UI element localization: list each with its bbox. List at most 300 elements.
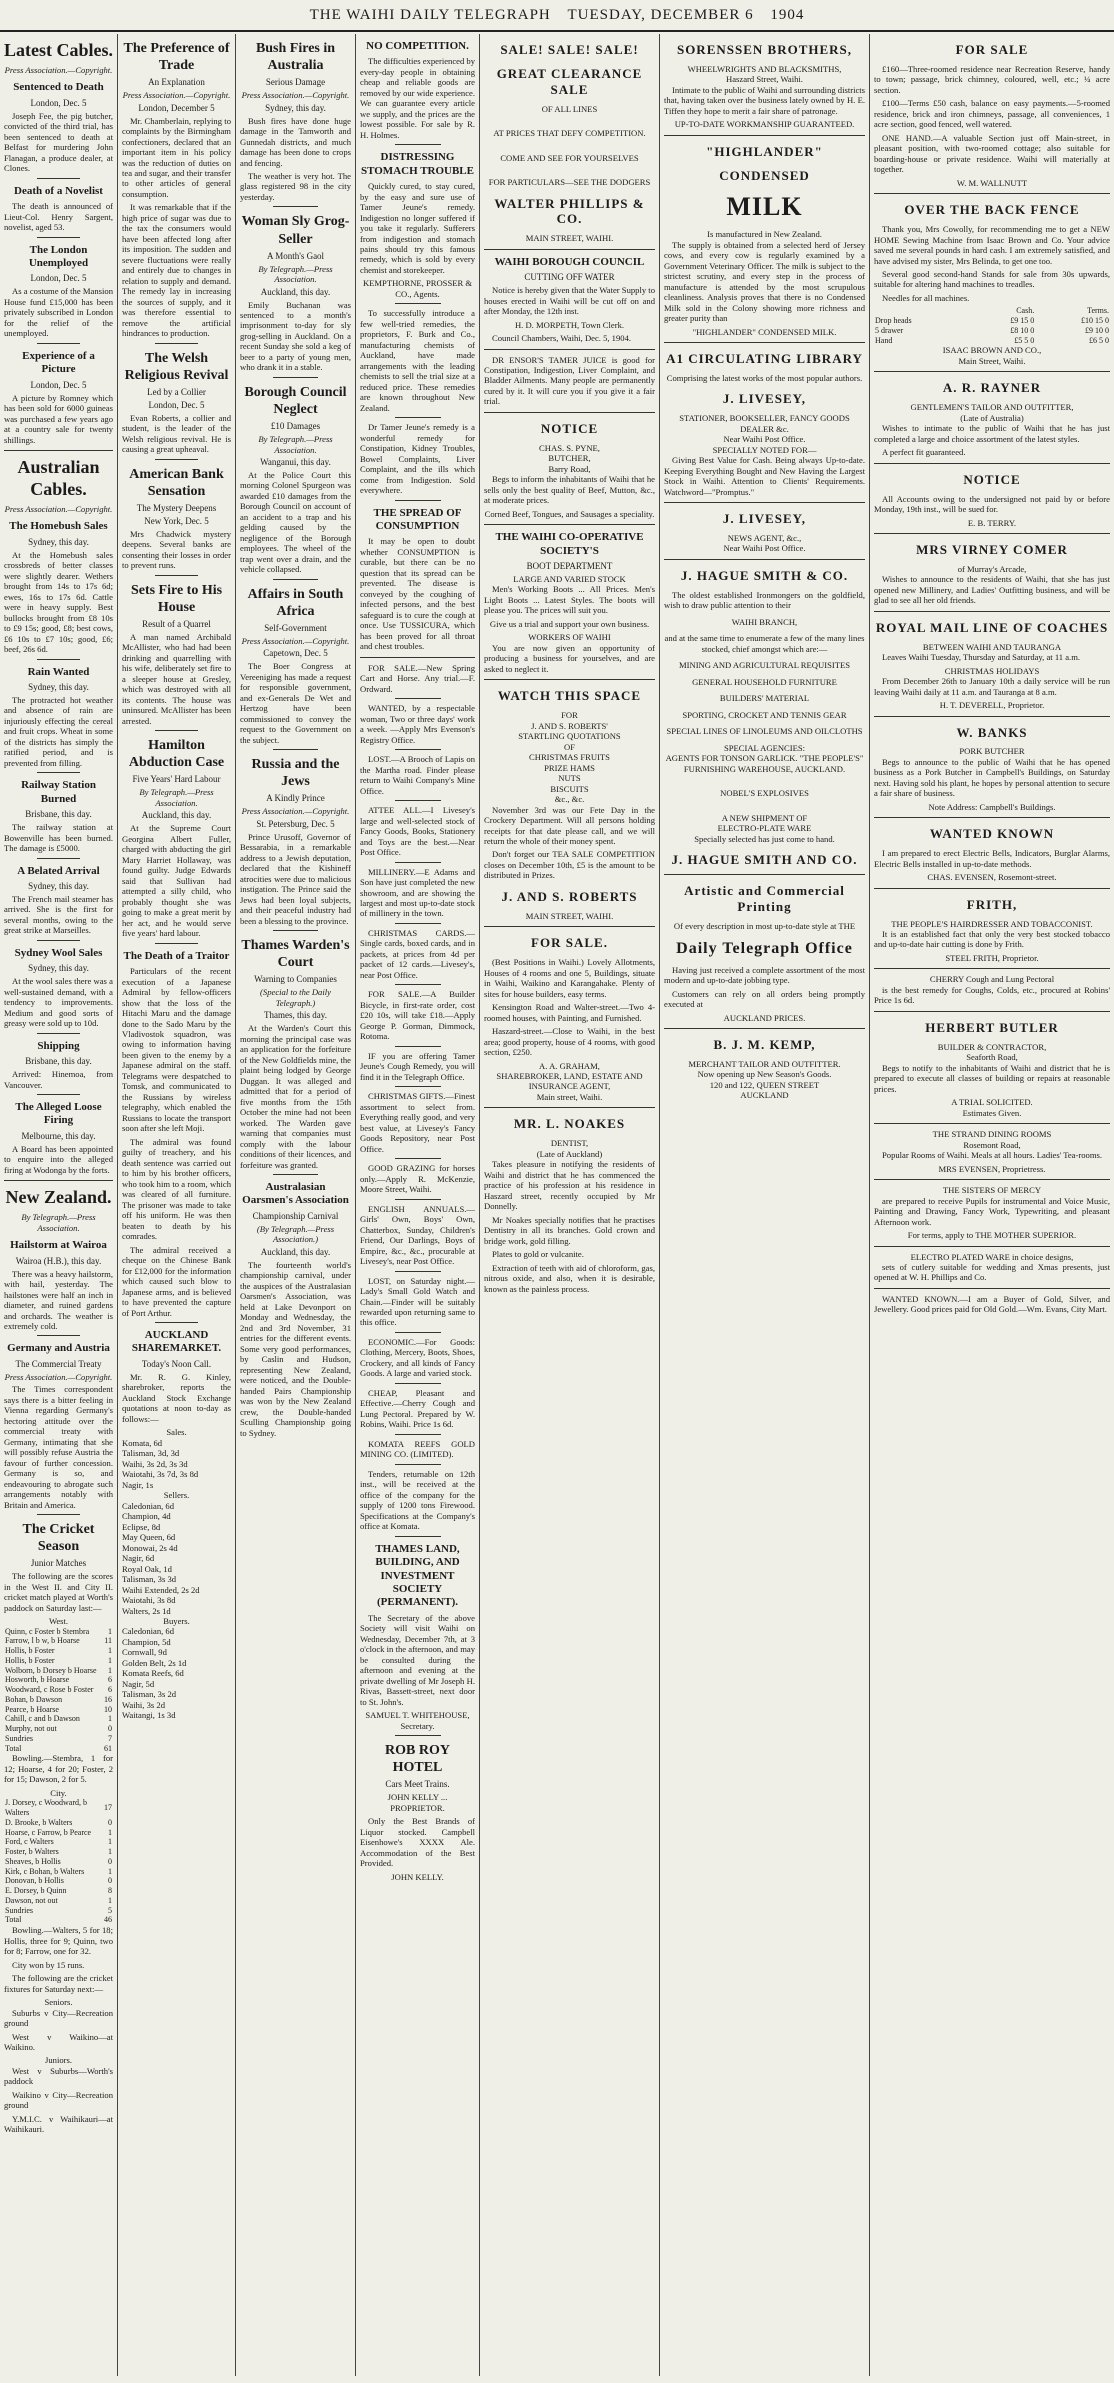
divider bbox=[395, 1434, 441, 1435]
article-body: Prince Urusoff, Governor of Bessarabia, in a remarkable address to a Jewish deputation, declared that the Kishineff atrocities were due to malicious instigation. The Prince said the Jews had been loyal subjects, and their peaceful industry had been a blessing to the province. bbox=[240, 831, 351, 926]
column-3 bbox=[236, 34, 356, 2376]
ad-name: FRITH, bbox=[966, 896, 1018, 912]
score-batsman: Hoarse, c Farrow, b Pearce bbox=[5, 1827, 92, 1837]
ad-head: Daily Telegraph Office bbox=[676, 940, 853, 958]
divider bbox=[395, 1332, 441, 1333]
share-item: Champion, 5d bbox=[122, 1636, 171, 1647]
press-copyright: Press Association.—Copyright. bbox=[241, 635, 350, 646]
ad-line: (Late of Australia) bbox=[960, 412, 1024, 423]
score-runs: 0 bbox=[108, 1856, 112, 1866]
ad-line: "HIGHLANDER" CONDENSED MILK. bbox=[692, 326, 837, 337]
score-runs: 5 bbox=[108, 1905, 112, 1915]
ad-body: The oldest established Ironmongers on the goldfield, wish to draw public attention to their bbox=[664, 589, 865, 611]
ad-head: THE SPREAD OF CONSUMPTION bbox=[373, 506, 462, 533]
share-item: Waihi, 3s 2d, 3s 3d bbox=[122, 1458, 188, 1469]
ad-line: STARTLING QUOTATIONS bbox=[518, 731, 621, 742]
score-batsman: Sheaves, b Hollis bbox=[5, 1856, 61, 1866]
ad-subhead: BOOT DEPARTMENT bbox=[526, 561, 613, 571]
ad-line: Is manufactured in New Zealand. bbox=[707, 229, 822, 240]
article-head: Russia and the Jews bbox=[251, 757, 340, 790]
ad-line: CHRISTMAS FRUITS bbox=[529, 752, 610, 763]
article-body: The following are the scores in the West II. and City II. cricket match played at Worth's paddock on Saturday last:— bbox=[4, 1571, 113, 1613]
share-item: Waiotahi, 3s 8d bbox=[122, 1595, 176, 1606]
article-body: At the Supreme Court Georgina Albert Fuller, charged with abducting the girl Mary Harriet Hollaway, was found guilty. Judge Edwards said that Sullivan had attempted a silly child, who probably thought she was going to make a great merit by her act, and he would serve five years' hard labour. bbox=[122, 823, 231, 939]
ad-body: Dr Tamer Jeune's remedy is a wonderful remedy for Constipation, Kidney Troubles, Bowel Complaints, Liver Complaint, and the ills which come from Indigestion. Sold everywhere. bbox=[360, 422, 475, 496]
fixture: West v Waikino—at Waikino. bbox=[4, 2031, 113, 2052]
ad-line: FOR bbox=[561, 710, 578, 721]
ad-head: NOTICE bbox=[540, 420, 599, 436]
ad-line: Corned Beef, Tongues, and Sausages a speciality. bbox=[484, 508, 655, 519]
article-head: Woman Sly Grog-Seller bbox=[241, 214, 350, 247]
classified-ad: ENGLISH ANNUALS.—Girls' Own, Boys' Own, Chatterbox, Sunday, Children's Friend, Our Darlings, Boys of Empire, &c., &c., procurable at Livesey's, near Post Office. bbox=[360, 1203, 475, 1267]
share-item: Monowai, 2s 4d bbox=[122, 1542, 178, 1553]
ad-line: Comprising the latest works of the most popular authors. bbox=[666, 372, 863, 383]
classified-ad: GOOD GRAZING for horses only.—Apply R. McKenzie, Moore Street, Waihi. bbox=[360, 1163, 475, 1195]
ad-address: Rosemont Road, bbox=[963, 1139, 1021, 1150]
ad-body: Don't forget our TEA SALE COMPETITION closes on December 10th, £5 is the amount to be distributed in Prizes. bbox=[484, 849, 655, 881]
score-batsman: Hosworth, b Hoarse bbox=[5, 1675, 70, 1685]
ad-body: November 3rd was our Fete Day in the Crockery Department. Will all persons holding receipts for that date please call, and we will return the whole of their money spent. bbox=[484, 804, 655, 846]
ad-name: SORENSSEN BROTHERS, bbox=[676, 42, 853, 57]
ad-address: 120 and 122, QUEEN STREET bbox=[709, 1079, 820, 1090]
share-item: Waiotahi, 3s 7d, 3s 8d bbox=[122, 1469, 199, 1480]
ad-body: sets of cutlery suitable for wedding and Xmas presents, just opened at W. H. Phillips and Co. bbox=[874, 1261, 1110, 1283]
article-head: Bush Fires in Australia bbox=[255, 41, 336, 74]
ad-head: SALE! SALE! SALE! bbox=[500, 42, 639, 57]
fixtures-grade: Juniors. bbox=[45, 2055, 72, 2066]
divider bbox=[395, 1158, 441, 1159]
article-head: Railway Station Burned bbox=[21, 779, 96, 805]
press-copyright: Press Association.—Copyright. bbox=[4, 64, 113, 75]
article-body: Evan Roberts, a collier and student, is the leader of the Welsh religious revival. He is causing a great upheaval. bbox=[122, 412, 231, 455]
score-batsman: Murphy, not out bbox=[5, 1724, 57, 1734]
press-copyright: Press Association.—Copyright. bbox=[241, 90, 350, 101]
score-runs: 6 bbox=[108, 1675, 112, 1685]
score-runs: 7 bbox=[108, 1733, 112, 1743]
score-batsman: E. Dorsey, b Quinn bbox=[5, 1886, 67, 1896]
ad-head: ROYAL MAIL LINE OF COACHES bbox=[875, 619, 1109, 635]
section-latest-cables: Latest Cables. bbox=[4, 40, 113, 60]
article-head: Australasian Oarsmen's Association bbox=[242, 1181, 349, 1207]
ad-line: OF ALL LINES bbox=[541, 103, 598, 114]
score-row bbox=[4, 1847, 113, 1857]
ad-head: CHERRY Cough and Lung Pectoral bbox=[929, 974, 1055, 985]
ad-line: SPECIAL AGENCIES: bbox=[723, 742, 806, 753]
score-batsman: Sundries bbox=[5, 1905, 33, 1915]
article-dateline: Sydney, this day. bbox=[265, 102, 326, 113]
price-cell: £10 15 0 bbox=[1081, 316, 1109, 326]
score-batsman: Dawson, not out bbox=[5, 1895, 58, 1905]
article-subhead: Junior Matches bbox=[30, 1558, 87, 1569]
share-group: Sellers. bbox=[163, 1490, 190, 1501]
score-row bbox=[4, 1857, 113, 1867]
article-body: A man named Archibald McAllister, who had had been drinking and quarrelling with his wife, deliberately set fire to a sleeper house at Gresley, which was destroyed with all its contents. The house was uninsured. McAllister has been arrested. bbox=[122, 631, 231, 726]
article-dateline: Brisbane, this day. bbox=[25, 1056, 92, 1067]
divider bbox=[395, 1271, 441, 1272]
ad-line: A NEW SHIPMENT OF bbox=[721, 812, 808, 823]
article-dateline: New York, Dec. 5 bbox=[144, 515, 209, 526]
classified-ad: LOST, on Saturday night.—Lady's Small Gold Watch and Chain.—Finder will be suitably rewarded upon returning same to this office. bbox=[360, 1275, 475, 1328]
ad-body: are prepared to receive Pupils for instrumental and Voice Music, Painting and Drawing, Fancy Work, Typewriting, and pleasant Afternoon work. bbox=[874, 1195, 1110, 1227]
article-dateline: Sydney, this day. bbox=[28, 881, 89, 891]
ad-signature: H. T. DEVERELL, Proprietor. bbox=[939, 700, 1045, 711]
classified-ad: CHEAP, Pleasant and Effective.—Cherry Cough and Lung Pectoral. Prepared by W. Robins, Waihi. Price 1s 6d. bbox=[360, 1387, 475, 1430]
ad-body: I am prepared to erect Electric Bells, Indicators, Burglar Alarms, Electric Bells installed in up-to-date methods. bbox=[874, 848, 1110, 869]
score-row bbox=[4, 1734, 113, 1744]
score-row bbox=[4, 1837, 113, 1847]
ad-address: Barry Road, bbox=[548, 463, 591, 474]
article-body: As a costume of the Mansion House fund £15,000 has been privately subscribed in London for the relief of the unemployed. bbox=[4, 286, 113, 339]
ad-line: SHAREBROKER, LAND, ESTATE AND INSURANCE AGENT, bbox=[496, 1070, 643, 1092]
ad-body: The difficulties experienced by every-day people in obtaining cheap and reliable goods are removed by our wide experience. We can guarantee every article we supply, and the prices are the lowest possible. For sale by R. H. Holmes. bbox=[360, 56, 475, 140]
ad-line: FOR PARTICULARS—SEE THE DODGERS bbox=[488, 177, 651, 188]
classified-ad: LOST.—A Brooch of Lapis on the Martha road. Finder please return to Waihi Company's Mine Office. bbox=[360, 754, 475, 796]
ad-body: Several good second-hand Stands for sale from 30s upwards, suitable for altering hand machines to treadles. bbox=[874, 268, 1110, 290]
ad-line: and at the same time to enumerate a few of the many lines stocked, chief amongst which are:— bbox=[664, 633, 865, 654]
ad-name: J. HAGUE SMITH AND CO. bbox=[671, 852, 858, 868]
share-item: Caledonian, 6d bbox=[122, 1500, 175, 1511]
article-dateline: London, December 5 bbox=[138, 102, 215, 113]
ad-body: Giving Best Value for Cash. Being always Up-to-date. Keeping Everything Bought and New Having the Largest Stock in Waihi. Attention to Clients' Requirements. Watchword—"Promptus." bbox=[664, 455, 865, 497]
ad-head: THE WAIHI CO-OPERATIVE SOCIETY'S bbox=[495, 531, 644, 557]
score-row bbox=[4, 1876, 113, 1886]
article-body: Emily Buchanan was sentenced to a month's imprisonment to-day for sly grog-selling in Auckland. On a recent Sunday she sold a keg of beer to a party of young men, who drank it in a stable. bbox=[240, 299, 351, 373]
score-row bbox=[4, 1818, 113, 1828]
score-batsman: Ford, c Walters bbox=[5, 1837, 54, 1847]
price-cell: £9 15 0 bbox=[1010, 316, 1035, 326]
article-head: Hamilton Abduction Case bbox=[128, 738, 225, 771]
ad-address: Note Address: Campbell's Buildings. bbox=[928, 801, 1056, 812]
score-row bbox=[4, 1636, 113, 1646]
share-item: Caledonian, 6d bbox=[122, 1626, 175, 1637]
score-row bbox=[4, 1685, 113, 1695]
article-body: A picture by Romney which has been sold for 6000 guineas was purchased a few years ago at a country sale for twenty shillings. bbox=[4, 392, 113, 445]
share-item: Eclipse, 8d bbox=[122, 1521, 161, 1532]
ad-line: Now opening up New Season's Goods. bbox=[697, 1069, 832, 1080]
ad-head: THAMES LAND, BUILDING, AND INVESTMENT SOCIETY (PERMANENT). bbox=[375, 1542, 460, 1609]
press-copyright: Press Association.—Copyright. bbox=[4, 1371, 113, 1382]
score-runs: 17 bbox=[104, 1803, 112, 1813]
price-cell: £6 5 0 bbox=[1089, 335, 1109, 345]
article-dateline: London, Dec. 5 bbox=[30, 97, 87, 108]
article-body: There was a heavy hailstorm, with hail, yesterday. The hailstones were half an inch in diameter, and ruined gardens and orchards. The weather is extremely cold. bbox=[4, 1268, 113, 1331]
ad-name: HERBERT BUTLER bbox=[925, 1019, 1059, 1035]
ad-line: CHRISTMAS HOLIDAYS bbox=[944, 665, 1040, 676]
ad-line: For terms, apply to THE MOTHER SUPERIOR. bbox=[907, 1230, 1077, 1241]
ad-body: Notice is hereby given that the Water Supply to houses erected in Waihi will be cut off on and after Monday, the 12th inst. bbox=[484, 285, 655, 317]
share-item: Talisman, 3s 3d bbox=[122, 1574, 177, 1585]
article-body: The French mail steamer has arrived. She is the first for several months, owing to the great strike at Marseilles. bbox=[4, 893, 113, 936]
score-runs: 0 bbox=[108, 1876, 112, 1886]
score-batsman: Donovan, b Hollis bbox=[5, 1876, 64, 1886]
ad-name: J. LIVESEY, bbox=[722, 391, 807, 407]
ad-address: Haszard Street, Waihi. bbox=[726, 74, 803, 85]
ad-line: BETWEEN WAIHI AND TAURANGA bbox=[922, 641, 1062, 652]
ad-body: Having just received a complete assortment of the most modern and up-to-date jobbing type. bbox=[664, 964, 865, 986]
section-new-zealand: New Zealand. bbox=[5, 1187, 112, 1208]
price-row bbox=[874, 316, 1110, 326]
article-subhead: Championship Carnival bbox=[252, 1210, 339, 1221]
ad-signature: STEEL FRITH, Proprietor. bbox=[945, 952, 1039, 963]
price-header bbox=[874, 306, 970, 316]
article-body: The railway station at Bowenville has been burned. The damage is £5000. bbox=[4, 822, 113, 854]
ad-body: Plates to gold or vulcanite. bbox=[492, 1249, 584, 1260]
score-runs: 1 bbox=[108, 1847, 112, 1857]
ad-head: NOTICE bbox=[963, 471, 1021, 487]
ad-body: Council Chambers, Waihi, Dec. 5, 1904. bbox=[492, 333, 632, 344]
article-head: A Belated Arrival bbox=[17, 864, 100, 877]
ad-name: B. J. M. KEMP, bbox=[713, 1037, 816, 1053]
score-row bbox=[4, 1724, 113, 1734]
ad-line: GENERAL HOUSEHOLD FURNITURE bbox=[692, 676, 837, 687]
score-batsman: Total bbox=[5, 1915, 22, 1925]
article-head: The Welsh Religious Revival bbox=[124, 350, 229, 383]
ad-head: CONDENSED bbox=[719, 167, 810, 183]
share-group: Sales. bbox=[166, 1427, 187, 1438]
column-7 bbox=[870, 34, 1114, 2376]
press-copyright: By Telegraph.—Press Association. bbox=[139, 787, 214, 808]
share-item: Waihi Extended, 2s 2d bbox=[122, 1584, 200, 1595]
score-runs: 1 bbox=[108, 1895, 112, 1905]
ad-head: Artistic and Commercial Printing bbox=[684, 882, 845, 914]
ad-head: FOR SALE bbox=[955, 42, 1029, 57]
price-header-row bbox=[874, 306, 1110, 316]
article-body: Arrived: Hinemoa, from Vancouver. bbox=[4, 1069, 113, 1090]
ad-name: J. AND S. ROBERTS' bbox=[531, 720, 608, 731]
ad-address: Main street, Waihi. bbox=[536, 1091, 603, 1102]
ad-line: WORKERS OF WAIHI bbox=[528, 632, 611, 643]
ad-address: MAIN STREET, WAIHI. bbox=[525, 233, 614, 244]
article-head: Hailstorm at Wairoa bbox=[10, 1239, 107, 1252]
price-row bbox=[874, 326, 1110, 336]
fixture: Y.M.I.C. v Waihikauri—at Waihikauri. bbox=[4, 2113, 113, 2135]
article-dateline: Thames, this day. bbox=[264, 1010, 327, 1021]
ad-body: Mr Noakes specially notifies that he practises Dentistry in all its branches. Gold crown and bridge work, gold filling. bbox=[484, 1214, 655, 1246]
ad-body: £160—Three-roomed residence near Recreation Reserve, handy to town; passage, brick chimney, coloured, well, etc.; ¼ acre section. bbox=[874, 63, 1110, 95]
share-item: Komata Reefs, 6d bbox=[122, 1668, 184, 1679]
ad-line: AT PRICES THAT DEFY COMPETITION. bbox=[493, 128, 646, 139]
ad-body: Tenders, returnable on 12th inst., will be received at the office of the company for the supply of 1200 tons Firewood. Specifications at the Company's office at Komata. bbox=[360, 1468, 475, 1532]
ad-body: The supply is obtained from a selected herd of Jersey cows, and every cow is regularly examined by a Government Veterinary Officer. The milk is subject to the strictest scrutiny, and every step in the process of manufacture is attended by the most scrupulous cleanliness. Analysis proves that there is no Condensed Milk sold in the Colony showing more richness and greater purity than bbox=[664, 239, 865, 324]
ad-body: A perfect fit guaranteed. bbox=[882, 447, 966, 458]
article-head: Rain Wanted bbox=[27, 665, 90, 678]
ad-name: A. R. RAYNER bbox=[942, 380, 1042, 396]
ad-body: From December 26th to January 10th a daily service will be run leaving Waihi daily at 11 a.m. and Tauranga at 8 a.m. bbox=[874, 676, 1110, 697]
article-dateline: Sydney, this day. bbox=[28, 963, 89, 974]
ad-head: THE SISTERS OF MERCY bbox=[942, 1185, 1042, 1196]
ad-address: Near Waihi Post Office. bbox=[723, 434, 806, 445]
ad-address: Near Waihi Post Office. bbox=[723, 543, 806, 554]
article-dateline: London, Dec. 5 bbox=[30, 379, 87, 390]
ad-address: Main Street, Waihi. bbox=[958, 355, 1026, 366]
ad-line: A TRIAL SOLICITED. bbox=[951, 1097, 1033, 1108]
fixtures-grade: Seniors. bbox=[44, 1997, 73, 2008]
article-subhead: Warning to Companies bbox=[254, 974, 337, 985]
ad-line: OF bbox=[564, 741, 575, 752]
share-item: Cornwall, 9d bbox=[122, 1647, 167, 1658]
score-batsman: Bohan, b Dawson bbox=[5, 1694, 63, 1704]
ad-head: A1 CIRCULATING LIBRARY bbox=[666, 351, 863, 367]
ad-signature: JOHN KELLY. bbox=[391, 1871, 444, 1882]
ad-line: NEWS AGENT, &c., bbox=[727, 532, 802, 543]
ad-line: SPORTING, CROCKET AND TENNIS GEAR bbox=[682, 709, 847, 720]
article-subhead: Led by a Collier bbox=[147, 386, 206, 397]
ad-name: W. BANKS bbox=[956, 724, 1028, 740]
score-row bbox=[4, 1675, 113, 1685]
ad-line: AGENTS FOR TONSON GARLICK. "THE PEOPLE'S" FURNISHING WAREHOUSE, AUCKLAND. bbox=[665, 753, 864, 774]
ad-line: COME AND SEE FOR YOURSELVES bbox=[500, 152, 639, 163]
score-row bbox=[4, 1627, 113, 1637]
divider bbox=[395, 1046, 441, 1047]
article-head: Sydney Wool Sales bbox=[14, 946, 103, 959]
ad-subhead: CUTTING OFF WATER bbox=[524, 272, 615, 283]
ad-body: (Best Positions in Waihi.) Lovely Allotments, Houses of 4 rooms and one 5, Buildings, situate in Waihi, Waikino and Karangahake. Plenty of sites for house builders, easy terms. bbox=[484, 957, 655, 999]
ad-name: MRS VIRNEY COMER bbox=[916, 542, 1068, 557]
score-batsman: Hollis, b Foster bbox=[5, 1646, 55, 1656]
article-body: The admiral received a cheque on the Chinese Bank for £12,000 for the information which caused such blow to Japanese arms, and is believed to have prevented the capture of Port Arthur. bbox=[122, 1244, 231, 1318]
ad-body: WANTED KNOWN.—I am a Buyer of Gold, Silver, and Jewellery. Good prices paid for Old Gold.—Wm. Evans, City Mart. bbox=[874, 1293, 1110, 1315]
article-head: The Homebush Sales bbox=[9, 520, 108, 533]
article-body: Bush fires have done huge damage in the Tamworth and Gunnedah districts, and much damage has been done to crops and fencing. bbox=[240, 115, 351, 168]
article-dateline: St. Petersburg, Dec. 5 bbox=[256, 818, 335, 829]
share-item: Talisman, 3s 2d bbox=[122, 1689, 177, 1700]
special-byline: (Special to the Daily Telegraph.) bbox=[260, 987, 331, 1008]
score-batsman: Farrow, l b w, b Hoarse bbox=[5, 1636, 80, 1646]
ad-name: CHAS. S. PYNE, bbox=[539, 442, 600, 453]
ad-signature: SAMUEL T. WHITEHOUSE, Secretary. bbox=[365, 1710, 470, 1731]
ad-line: &c., &c. bbox=[554, 794, 585, 805]
article-body: The weather is very hot. The glass registered 98 in the city yesterday. bbox=[240, 171, 351, 202]
score-runs: 1 bbox=[108, 1714, 112, 1724]
classified-ads bbox=[360, 663, 475, 1465]
ad-body: It may be open to doubt whether CONSUMPTION is curable, but there can be no question that its spread can be prevented. The disease is conveyed by the coughing of infected persons, and the best safeguard is to cure the cough at once. Use TUSSICURA, which has been proved for all throat and chest troubles. bbox=[360, 536, 475, 652]
classified-ad: FOR SALE.—New Spring Cart and Horse. Any trial.—F. Ordward. bbox=[360, 662, 475, 694]
score-row bbox=[4, 1867, 113, 1877]
article-dateline: Auckland, this day. bbox=[141, 810, 212, 821]
article-subhead: Five Years' Hard Labour bbox=[132, 774, 221, 785]
article-body: A Board has been appointed to enquire into the alleged firing at Wodonga by the forts. bbox=[4, 1143, 113, 1175]
press-copyright: By Telegraph.—Press Association. bbox=[258, 434, 333, 455]
article-body: The admiral was found guilty of treachery, and his death sentence was carried out to him by his brother officers, who took him to a room, which was cleared of all furniture. The prisoner was made to take off his uniform. He was then beaten to death by his comrades. bbox=[122, 1136, 231, 1242]
ad-line: PRIZE HAMS bbox=[544, 762, 595, 773]
score-row bbox=[4, 1744, 113, 1754]
ad-line: Give us a trial and support your own business. bbox=[489, 618, 650, 629]
score-batsman: Pearce, b Hoarse bbox=[5, 1704, 59, 1714]
ad-body: Intimate to the public of Waihi and surrounding districts that, having taken over the business lately owned by H. E. Tiffen they hope to merit a fair share of patronage. bbox=[664, 84, 865, 116]
share-list bbox=[122, 1626, 231, 1720]
divider bbox=[395, 749, 441, 750]
price-header: Terms. bbox=[1087, 306, 1109, 316]
share-item: Talisman, 3d, 3d bbox=[122, 1448, 180, 1459]
article-head: Borough Council Neglect bbox=[244, 384, 347, 417]
ad-line: THE PEOPLE'S HAIRDRESSER AND TOBACCONIST. bbox=[891, 918, 1093, 929]
ad-line: BISCUITS bbox=[550, 783, 589, 794]
ad-line: BUILDER & CONTRACTOR, bbox=[937, 1041, 1047, 1052]
article-body: It was remarkable that if the high price of sugar was due to the tax the consumers would have been affected long after its imposition. The sudden and severe fluctuations were really and entirely due to changes in relation to supply and demand. The remedy lay in increasing the sources of supply, and it was therefore essential to remove the artificial hindrances to production. bbox=[122, 202, 231, 339]
score-runs: 0 bbox=[108, 1724, 112, 1734]
score-runs: 0 bbox=[108, 1817, 112, 1827]
divider bbox=[395, 1383, 441, 1384]
score-runs: 1 bbox=[108, 1655, 112, 1665]
price-cell: £8 10 0 bbox=[1010, 325, 1035, 335]
score-runs: 1 bbox=[108, 1665, 112, 1675]
ad-head: ELECTRO PLATED WARE in choice designs, bbox=[910, 1251, 1074, 1262]
divider bbox=[395, 1086, 441, 1087]
score-batsman: Foster, b Walters bbox=[5, 1847, 59, 1857]
column-1 bbox=[0, 34, 118, 2376]
ad-line: AUCKLAND PRICES. bbox=[723, 1012, 806, 1023]
share-item: Waihi, 3s 2d bbox=[122, 1699, 165, 1710]
classified-ad: ECONOMIC.—For Goods: Clothing, Mercery, Boots, Shoes, Crockery, and all kinds of Fancy Goods. A large and varied stock. bbox=[360, 1336, 475, 1379]
divider bbox=[395, 698, 441, 699]
article-dateline: Sydney, this day. bbox=[28, 536, 89, 547]
score-runs: 1 bbox=[108, 1827, 112, 1837]
share-item: Champion, 4d bbox=[122, 1511, 171, 1522]
share-group: Buyers. bbox=[163, 1616, 190, 1626]
ad-head: WANTED KNOWN bbox=[929, 826, 1055, 842]
bowling-figures: Bowling.—Walters, 5 for 18; Hollis, three for 9; Quinn, two for 8; Farrow, one for 32. bbox=[4, 1925, 113, 1957]
ad-name: J. LIVESEY, bbox=[722, 511, 807, 527]
ad-signature: E. B. TERRY. bbox=[967, 517, 1017, 528]
share-item: Royal Oak, 1d bbox=[122, 1563, 172, 1574]
ad-body: Begs to notify to the inhabitants of Waihi and district that he is prepared to execute all classes of building or repairs at reasonable prices. bbox=[874, 1062, 1110, 1094]
ad-body: Customers can rely on all orders being promptly executed at bbox=[664, 988, 865, 1010]
ad-body: Takes pleasure in notifying the residents of Waihi and district that he has commenced the practice of his profession at his residence in Haszard street, recently occupied by Mr Donnelly. bbox=[484, 1159, 655, 1212]
classified-ad: IF you are offering Tamer Jeune's Cough Remedy, you will find it in the Telegraph Office. bbox=[360, 1050, 475, 1082]
ad-head: GREAT CLEARANCE SALE bbox=[496, 65, 643, 97]
score-batsman: Sundries bbox=[5, 1733, 33, 1743]
score-runs: 1 bbox=[108, 1646, 112, 1656]
column-5 bbox=[480, 34, 660, 2376]
ad-head: FOR SALE. bbox=[531, 935, 608, 951]
article-head: Death of a Novelist bbox=[14, 184, 103, 197]
ad-body: DR ENSOR'S TAMER JUICE is good for Constipation, Indigestion, Liver Complaint, and Bladder Ailments. Many people are permanently cured by it. It will cure you if you give it a fair trial. bbox=[484, 354, 655, 407]
ad-name: WALTER PHILLIPS & CO. bbox=[494, 195, 645, 227]
fixture: Waikino v City—Recreation ground bbox=[4, 2089, 113, 2111]
article-head: The London Unemployed bbox=[28, 243, 89, 269]
article-head: AUCKLAND SHAREMARKET. bbox=[131, 1329, 222, 1355]
classified-ad: ATTEE ALL.—I Livesey's large and well-selected stock of Fancy Goods, Books, Stationery and Toys are the best.—Near Post Office. bbox=[360, 805, 475, 858]
ad-line: NOBEL'S EXPLOSIVES bbox=[720, 788, 809, 799]
ad-head: WATCH THIS SPACE bbox=[497, 688, 642, 704]
scorecard-city bbox=[4, 1798, 113, 1925]
ad-signature: A. A. GRAHAM, bbox=[539, 1060, 600, 1071]
article-body: The Boer Congress at Vereeniging has made a request for responsible government, and ex-Generals De Wet and Hertzog have been commissioned to convey the request to the Government on the subject. bbox=[240, 661, 351, 745]
ad-body: All Accounts owing to the undersigned not paid by or before Monday, 19th inst., will be sued for. bbox=[874, 493, 1110, 515]
ad-body: Extraction of teeth with aid of chloroform, gas, nitrous oxide, and also, when it is desirable, known as the painless process. bbox=[484, 1262, 655, 1294]
article-body: The fourteenth world's championship carnival, under the auspices of the Australasian Oarsmen's Association, was held at Lake Devonport on Monday and Wednesday, the 2nd and 3rd November, 31 entries for the different events. Some very good performances, by Caslin and Hudson, representing New Zealand, were noticed, and the Double-handed Pairs Championship was won by the New Zealand crew, the Double-handed Sculling Championship going to Sydney. bbox=[240, 1259, 351, 1438]
score-batsman: Cahill, c and b Dawson bbox=[5, 1714, 80, 1724]
ad-head: "HIGHLANDER" bbox=[706, 143, 823, 159]
article-dateline: Melbourne, this day. bbox=[21, 1130, 96, 1141]
share-list bbox=[122, 1438, 231, 1490]
article-body: Mrs Chadwick mystery deepens. Several banks are consenting their losses in order to prevent runs. bbox=[122, 528, 231, 571]
team-heading: West. bbox=[48, 1616, 69, 1627]
article-subhead: The Mystery Deepens bbox=[136, 502, 217, 513]
ad-head: NO COMPETITION. bbox=[366, 40, 469, 52]
article-subhead: Serious Damage bbox=[265, 77, 326, 88]
article-subhead: An Explanation bbox=[148, 77, 205, 88]
ad-body: The Secretary of the above Society will visit Waihi on Wednesday, December 7th, at 3 o'clock in the afternoon, and may be consulted during the afternoon and evening at the private dwelling of Mr Joseph H. Rivas, Bassett-street, next door to St. John's. bbox=[360, 1612, 475, 1707]
match-result: City won by 15 runs. bbox=[12, 1959, 85, 1970]
ad-body: Kensington Road and Walter-street.—Two 4-roomed houses, with Painting, and Furnished. bbox=[484, 1002, 655, 1023]
ad-body: Thank you, Mrs Cowolly, for recommending me to get a NEW HOME Sewing Machine from Isaac Brown and Co. Your advice saved me several pounds in hard cash. I am extremely satisfied, and have advised my sister, Mrs Belinda, to get one too. bbox=[874, 224, 1110, 266]
ad-line: BUILDERS' MATERIAL bbox=[719, 693, 810, 704]
share-item: May Queen, 6d bbox=[122, 1532, 176, 1543]
score-batsman: Hollis, b Foster bbox=[5, 1655, 55, 1665]
ad-line: STATIONER, BOOKSELLER, FANCY GOODS DEALER &c. bbox=[679, 413, 850, 434]
ad-name: ISAAC BROWN AND CO., bbox=[942, 345, 1042, 356]
